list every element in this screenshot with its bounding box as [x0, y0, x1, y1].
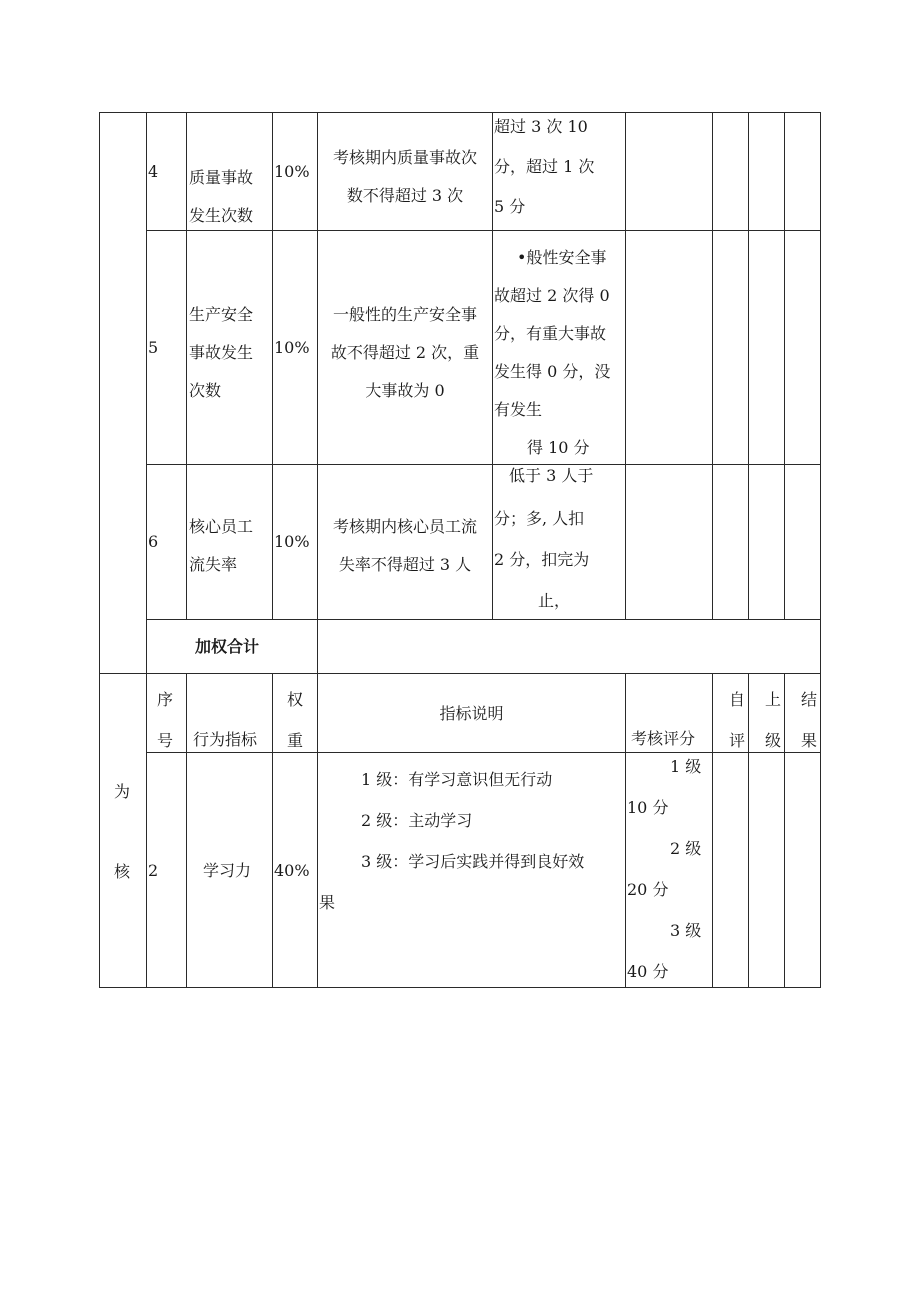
row-description-line: 果 — [319, 893, 336, 912]
row-score-line: 1 级 — [670, 757, 702, 776]
row-indicator: 学习力 — [203, 861, 252, 880]
row-score-line: 发生得 0 分，没 — [494, 362, 611, 381]
row-indicator-line: 流失率 — [189, 555, 238, 574]
section-side-label: 为 — [114, 782, 131, 801]
row-score-line: 20 分 — [627, 880, 669, 899]
header-self-eval: 评 — [729, 731, 746, 750]
row-score-line: 5 分 — [494, 197, 526, 216]
row-indicator-line: 核心员工 — [189, 517, 254, 536]
row-description-line: 故不得超过 2 次，重 — [330, 343, 480, 362]
header-weight: 权 — [287, 690, 304, 709]
header-self-eval: 自 — [729, 690, 746, 709]
row-score-line: 低于 3 人于 — [509, 466, 594, 485]
row-seq: 5 — [148, 338, 159, 357]
row-indicator-line: 发生次数 — [189, 206, 254, 225]
header-indicator: 行为指标 — [193, 730, 258, 749]
section-side-label: 核 — [114, 862, 131, 881]
weighted-total-label: 加权合计 — [195, 637, 260, 656]
row-score-line: 3 级 — [670, 921, 702, 940]
row-score-line: 止， — [538, 591, 571, 610]
row-description-line: 大事故为 0 — [365, 381, 445, 400]
row-weight: 40% — [274, 861, 310, 880]
row-seq: 4 — [148, 162, 159, 181]
row-weight: 10% — [274, 162, 310, 181]
header-superior: 上 — [765, 690, 782, 709]
header-superior: 级 — [765, 731, 782, 750]
row-score-line: 分，超过 1 次 — [494, 157, 595, 176]
row-indicator-line: 生产安全 — [189, 305, 254, 324]
row-weight: 10% — [274, 338, 310, 357]
row-description-line: 考核期内核心员工流 — [332, 517, 477, 536]
header-result: 结 — [801, 690, 818, 709]
row-description-line: 3 级：学习后实践并得到良好效 — [361, 852, 585, 871]
header-result: 果 — [801, 731, 818, 750]
header-weight: 重 — [287, 731, 304, 750]
row-score-line: 10 分 — [627, 798, 669, 817]
row-description-line: 考核期内质量事故次 — [332, 148, 477, 167]
row-indicator-line: 次数 — [189, 381, 222, 400]
row-score-line: 2 分，扣完为 — [494, 550, 590, 569]
row-score-line: •般性安全事 — [517, 248, 607, 267]
row-description-line: 失率不得超过 3 人 — [338, 555, 472, 574]
row-seq: 6 — [148, 532, 159, 551]
row-weight: 10% — [274, 532, 310, 551]
row-description-line: 数不得超过 3 次 — [346, 186, 464, 205]
row-score-line: 得 10 分 — [527, 438, 590, 457]
row-score-line: 2 级 — [670, 839, 702, 858]
header-seq: 序 — [157, 690, 174, 709]
row-description-line: 2 级：主动学习 — [361, 811, 473, 830]
header-description: 指标说明 — [439, 704, 504, 723]
row-score-line: 分；多, 人扣 — [494, 509, 585, 528]
row-description-line: 一般性的生产安全事 — [332, 305, 477, 324]
row-indicator-line: 事故发生 — [189, 343, 254, 362]
row-seq: 2 — [148, 861, 159, 880]
row-score-line: 分，有重大事故 — [494, 324, 607, 343]
row-score-line: 有发生 — [494, 400, 543, 419]
row-score-line: 超过 3 次 10 — [494, 117, 588, 136]
row-indicator-line: 质量事故 — [189, 168, 254, 187]
header-seq: 号 — [157, 731, 174, 750]
header-score: 考核评分 — [631, 729, 696, 748]
row-score-line: 40 分 — [627, 962, 669, 981]
row-score-line: 故超过 2 次得 0 — [494, 286, 610, 305]
row-description-line: 1 级：有学习意识但无行动 — [361, 770, 553, 789]
